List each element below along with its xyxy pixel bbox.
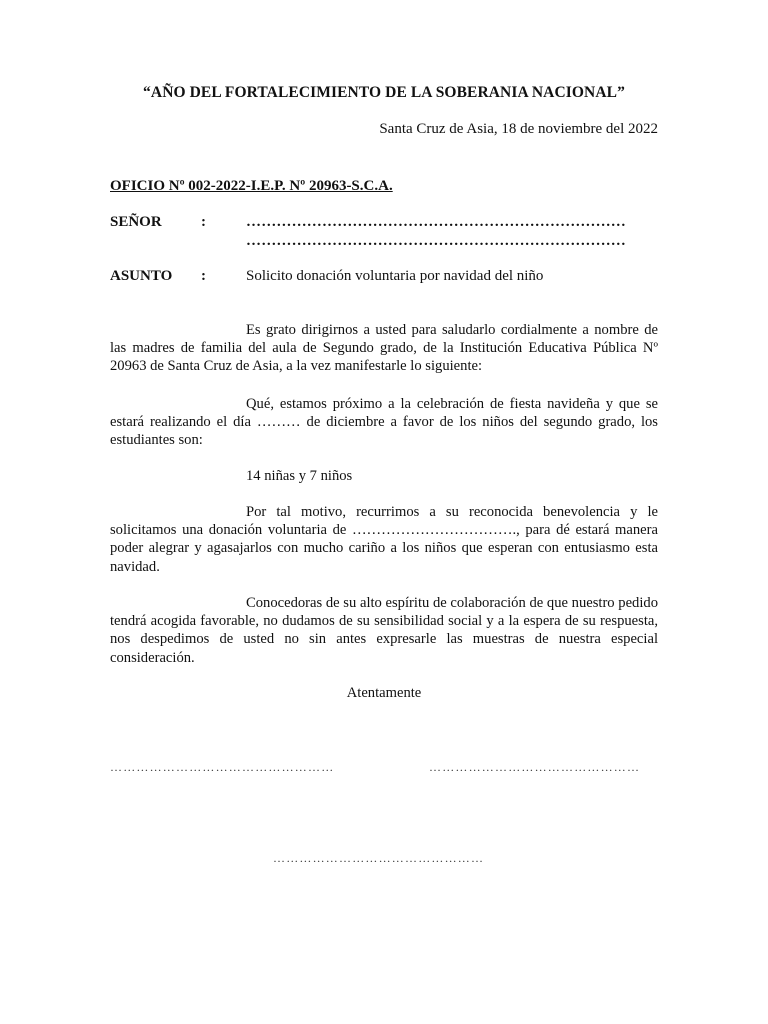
- subject-text: Solicito donación voluntaria por navidad del niño: [246, 268, 544, 284]
- subject-colon: :: [201, 268, 206, 284]
- body-paragraph-1: Es grato dirigirnos a usted para saludarlo cordialmente a nombre de las madres de familia del aula de Segundo grado, de la Institución Educativa Pública Nº 20963 de Santa Cruz de Asia, a la vez manifestarle lo siguiente:: [110, 322, 658, 375]
- dateline: Santa Cruz de Asia, 18 de noviembre del 2022: [379, 121, 658, 137]
- oficio-number: OFICIO Nº 002-2022-I.E.P. Nº 20963-S.C.A.: [110, 178, 393, 194]
- signature-line-right: …………………………………………: [429, 760, 641, 774]
- recipient-label: SEÑOR: [110, 214, 162, 230]
- signature-line-left: ……………………………………………: [110, 760, 335, 774]
- body-paragraph-5: Conocedoras de su alto espíritu de colaboración de que nuestro pedido tendrá acogida favorable, no dudamos de su sensibilidad social y a la espera de su respuesta, nos despedimos de usted no sin antes expresarle las muestras de nuestra especial consideración.: [110, 595, 658, 666]
- year-title: “AÑO DEL FORTALECIMIENTO DE LA SOBERANIA NACIONAL”: [143, 84, 625, 101]
- signature-line-center: …………………………………………: [273, 851, 485, 865]
- subject-label: ASUNTO: [110, 268, 173, 284]
- closing-text: Atentamente: [346, 685, 422, 701]
- recipient-colon: :: [201, 214, 206, 230]
- body-paragraph-2: Qué, estamos próximo a la celebración de fiesta navideña y que se estará realizando el día ……… de diciembre a favor de los niños del segundo grado, los estudiantes son:: [110, 396, 658, 449]
- recipient-line-1: …………………………………………………………………: [246, 214, 626, 230]
- body-paragraph-4: Por tal motivo, recurrimos a su reconocida benevolencia y le solicitamos una donación voluntaria de ……………………………., para dé estará manera poder alegrar y agasajarlos con mucho cariño a los niños que esperan con entusiasmo esta navidad.: [110, 504, 658, 575]
- recipient-line-2: …………………………………………………………………: [246, 233, 626, 249]
- body-paragraph-3: 14 niñas y 7 niños: [246, 468, 353, 484]
